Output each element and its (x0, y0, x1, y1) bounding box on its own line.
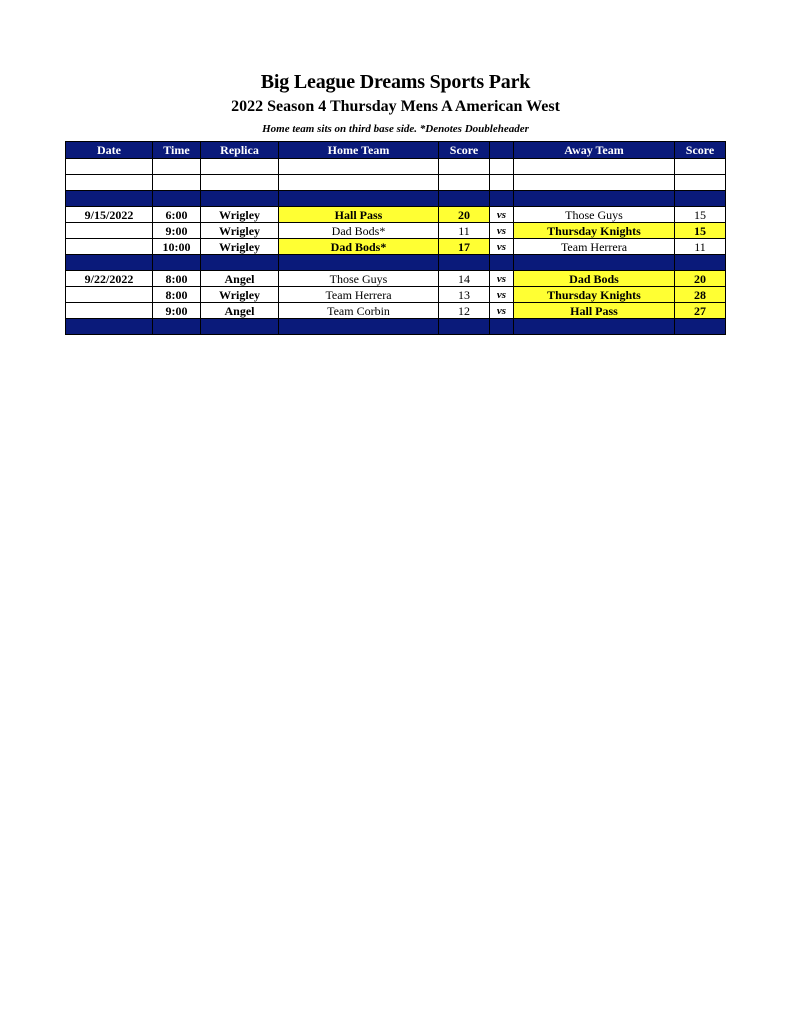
col-time: Time (153, 142, 201, 159)
schedule-note: Home team sits on third base side. *Denotes Doubleheader (262, 123, 529, 135)
schedule-table (65, 141, 726, 335)
game-date (66, 223, 153, 239)
game-row (66, 223, 726, 239)
home-score: 12 (439, 303, 490, 319)
away-team: Team Herrera (514, 239, 675, 255)
vs-label: vs (490, 207, 514, 223)
away-team: Thursday Knights (514, 287, 675, 303)
game-time: 6:00 (153, 207, 201, 223)
game-row (66, 271, 726, 287)
col-away-score: Score (675, 142, 726, 159)
game-date: 9/15/2022 (66, 207, 153, 223)
week-separator (66, 255, 726, 271)
page-subtitle: 2022 Season 4 Thursday Mens A American West (231, 98, 560, 115)
col-replica: Replica (201, 142, 279, 159)
game-date (66, 287, 153, 303)
home-team: Dad Bods* (279, 223, 439, 239)
away-team: Those Guys (514, 207, 675, 223)
home-score: 11 (439, 223, 490, 239)
home-score: 14 (439, 271, 490, 287)
game-time: 9:00 (153, 223, 201, 239)
header-row (66, 142, 726, 159)
game-time: 8:00 (153, 271, 201, 287)
game-replica: Wrigley (201, 207, 279, 223)
away-team: Dad Bods (514, 271, 675, 287)
away-score: 20 (675, 271, 726, 287)
vs-label: vs (490, 239, 514, 255)
home-score: 13 (439, 287, 490, 303)
home-team: Those Guys (279, 271, 439, 287)
home-score: 17 (439, 239, 490, 255)
col-home-team: Home Team (279, 142, 439, 159)
game-row (66, 303, 726, 319)
col-away-team: Away Team (514, 142, 675, 159)
game-replica: Angel (201, 271, 279, 287)
away-score: 15 (675, 207, 726, 223)
home-team: Hall Pass (279, 207, 439, 223)
game-date (66, 239, 153, 255)
home-score: 20 (439, 207, 490, 223)
away-score: 28 (675, 287, 726, 303)
game-replica: Wrigley (201, 287, 279, 303)
page-title: Big League Dreams Sports Park (260, 71, 531, 93)
game-row (66, 239, 726, 255)
game-time: 10:00 (153, 239, 201, 255)
game-replica: Wrigley (201, 223, 279, 239)
col-date: Date (66, 142, 153, 159)
week-separator (66, 191, 726, 207)
vs-label: vs (490, 303, 514, 319)
vs-label: vs (490, 287, 514, 303)
away-team: Thursday Knights (514, 223, 675, 239)
game-time: 9:00 (153, 303, 201, 319)
away-score: 11 (675, 239, 726, 255)
game-time: 8:00 (153, 287, 201, 303)
vs-label: vs (490, 271, 514, 287)
away-score: 15 (675, 223, 726, 239)
game-replica: Wrigley (201, 239, 279, 255)
blank-row (66, 175, 726, 191)
home-team: Team Herrera (279, 287, 439, 303)
away-score: 27 (675, 303, 726, 319)
away-team: Hall Pass (514, 303, 675, 319)
game-row (66, 287, 726, 303)
blank-row (66, 159, 726, 175)
col-home-score: Score (439, 142, 490, 159)
game-date (66, 303, 153, 319)
vs-label: vs (490, 223, 514, 239)
game-row (66, 207, 726, 223)
week-separator (66, 319, 726, 335)
home-team: Dad Bods* (279, 239, 439, 255)
game-date: 9/22/2022 (66, 271, 153, 287)
game-replica: Angel (201, 303, 279, 319)
home-team: Team Corbin (279, 303, 439, 319)
col-vs (490, 142, 514, 159)
